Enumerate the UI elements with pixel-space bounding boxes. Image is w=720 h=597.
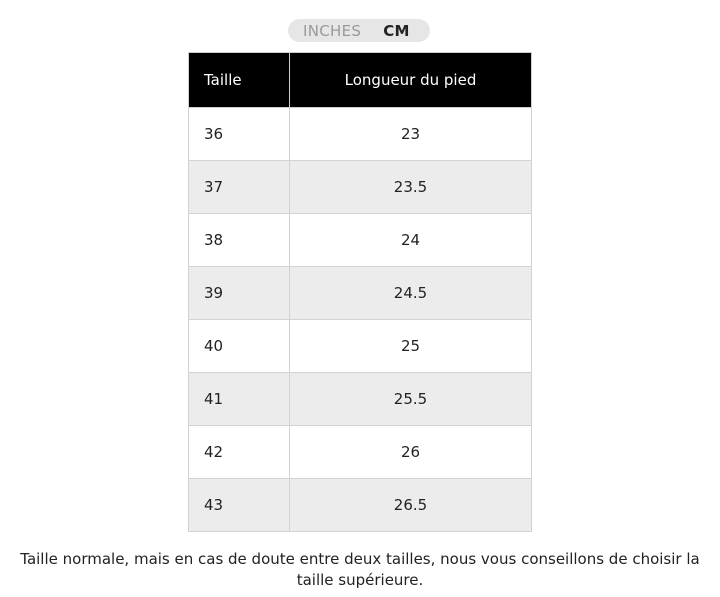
cell-size: 38 [189,214,290,267]
size-advice-note: Taille normale, mais en cas de doute entre deux tailles, nous vous conseillons de choisir la taille supérieure. [20,550,700,589]
header-size: Taille [189,53,290,108]
table-header-row [189,53,532,108]
size-chart-table [188,52,532,532]
unit-toggle [288,19,430,42]
cell-foot-length: 25 [290,320,532,373]
table-row [189,267,532,320]
cell-size: 43 [189,479,290,532]
cell-foot-length: 26 [290,426,532,479]
cell-size: 36 [189,108,290,161]
cell-size: 39 [189,267,290,320]
table-row [189,320,532,373]
header-foot-length: Longueur du pied [290,53,532,108]
cell-foot-length: 23 [290,108,532,161]
cell-foot-length: 24.5 [290,267,532,320]
table-row [189,214,532,267]
cell-foot-length: 26.5 [290,479,532,532]
unit-inches-option[interactable]: INCHES [303,21,362,40]
table-row [189,373,532,426]
unit-cm-option[interactable]: CM [383,21,410,40]
table-row [189,479,532,532]
table-row [189,426,532,479]
cell-size: 42 [189,426,290,479]
cell-size: 37 [189,161,290,214]
table-row [189,161,532,214]
cell-size: 40 [189,320,290,373]
cell-foot-length: 25.5 [290,373,532,426]
cell-foot-length: 24 [290,214,532,267]
cell-size: 41 [189,373,290,426]
table-row [189,108,532,161]
cell-foot-length: 23.5 [290,161,532,214]
